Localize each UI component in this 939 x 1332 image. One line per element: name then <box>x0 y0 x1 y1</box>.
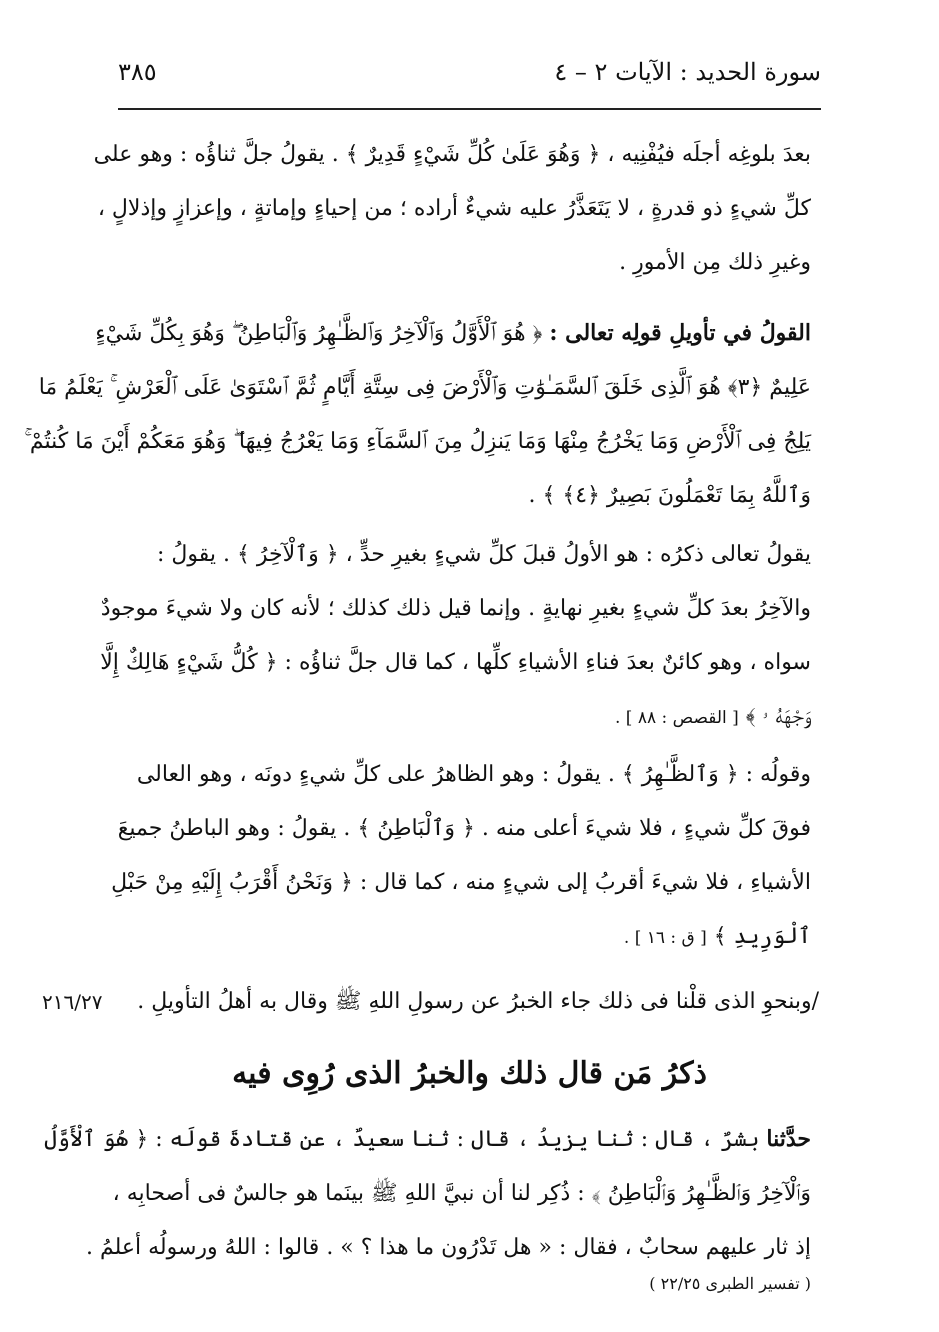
quran-verse: ﴿ هُوَ ٱلْأَوَّلُ وَٱلْآخِرُ وَٱلظَّـٰهِرُ وَٱلْبَاطِنُ ۖ وَهُوَ بِكُلِّ شَيْءٍ <box>95 321 543 346</box>
surah-title: سورة الحديد : الآيات ٢ – ٤ <box>554 58 821 86</box>
text-line: الأشياءِ ، فلا شيءَ أقربُ إلى شيءٍ منه ، كما قال : ﴿ وَنَحْنُ أَقْرَبُ إِلَيْهِ مِنْ حَبْلِ <box>111 870 811 895</box>
quran-verse: وَجْهَهُ ۥ ﴾ <box>745 704 811 729</box>
text-line: سواه ، وهو كائنٌ بعدَ فناءِ الأشياءِ كلِّها ، كما قال جلَّ ثناؤُه : ﴿ كُلُّ شَيْءٍ هَالِكٌ إِلَّا <box>100 650 811 675</box>
section-lead: القولُ في تأويلِ قولِه تعالى : <box>549 320 811 346</box>
text-line <box>120 690 811 745</box>
text-line: وَٱلْآخِرُ وَٱلظَّـٰهِرُ وَٱلْبَاطِنُ ﴾ : ذُكِر لنا أن نبيَّ اللهِ ﷺ بينَما هو جالسٌ فى أصحابِه ، <box>112 1181 811 1206</box>
quran-verse: يَلِجُ فِى ٱلْأَرْضِ وَمَا يَخْرُجُ مِنْهَا وَمَا يَنزِلُ مِنَ ٱلسَّمَآءِ وَمَا يَعْرُجُ فِيهَا ۖ وَهُوَ مَعَكُمْ أَيْنَ مَا كُنتُمْ ۚ <box>24 429 811 454</box>
margin-reference: ٢١٦/٢٧ <box>42 990 103 1014</box>
isnad-lead: حدَّثنا <box>766 1126 811 1152</box>
text-line <box>120 910 811 965</box>
paragraph-5 <box>44 1112 811 1275</box>
text-line: يقولُ تعالى ذكرُه : هو الأولُ قبلَ كلِّ شيءٍ بغيرِ حدٍّ ، ﴿ وَٱلْآخِرُ ﴾ . يقولُ : <box>157 542 811 567</box>
text-line: والآخِرُ بعدَ كلِّ شيءٍ بغيرِ نهايةٍ . وإنما قيل ذلك كذلك ؛ لأنه كان ولا شيءَ موجودٌ <box>100 596 811 621</box>
text-line: بعدَ بلوغِه أجلَه فيُفْنِيه ، ﴿ وَهُوَ عَلَىٰ كُلِّ شَيْءٍ قَدِيرٌ ﴾ . يقولُ جلَّ ثناؤُه : وهو على <box>93 142 811 167</box>
margin-line <box>42 982 819 1022</box>
footer-note: ( تفسير الطبرى ٢٢/٢٥ ) <box>649 1274 811 1293</box>
isnad-text: بشرٌ ، قال : ثنا يزيدُ ، قال : ثنا سعيدٌ ، عن قتادةَ قولَه : ﴿ هُوَ ٱلْأَوَّلُ <box>44 1127 760 1152</box>
page-number: ٣٨٥ <box>118 58 157 86</box>
text-line <box>44 1112 811 1167</box>
paragraph-1 <box>93 128 811 290</box>
paragraph-2 <box>24 306 811 523</box>
quran-verse: ٱلْوَرِيدِ ﴾ <box>713 924 811 949</box>
verse-citation: [ القصص : ٨٨ ] . <box>615 708 739 728</box>
paragraph-3 <box>100 528 811 745</box>
running-head <box>118 48 821 96</box>
text-line: إذ ثار عليهم سحابٌ ، فقال : « هل تَدْرُون ما هذا ؟ » . قالوا : اللهُ ورسولُه أعلمُ . <box>85 1235 811 1260</box>
quran-verse: وَٱللَّهُ بِمَا تَعْمَلُونَ بَصِيرٌ ﴿٤﴾ ﴾ . <box>528 483 811 508</box>
text-line <box>95 306 811 361</box>
header-rule <box>118 108 821 110</box>
section-heading: ذكرُ مَن قال ذلك والخبرُ الذى رُوِى فيه <box>232 1056 707 1091</box>
text-line: فوقَ كلِّ شيءٍ ، فلا شيءَ أعلى منه . ﴿ وَٱلْبَاطِنُ ﴾ . يقولُ : وهو الباطنُ جميعَ <box>117 816 811 841</box>
text-line: وقولُه : ﴿ وَٱلظَّـٰهِرُ ﴾ . يقولُ : وهو الظاهرُ على كلِّ شيءٍ دونَه ، وهو العالى <box>136 762 811 787</box>
text-line: كلِّ شيءٍ ذو قدرةٍ ، لا يَتَعَذَّرُ عليه شيءٌ أراده ؛ من إحياءٍ وإماتةٍ ، وإعزازٍ وإذلالٍ ، <box>97 196 811 221</box>
quran-verse: عَلِيمٌ ﴿٣﴾ هُوَ ٱلَّذِى خَلَقَ ٱلسَّمَـٰوَٰتِ وَٱلْأَرْضَ فِى سِتَّةِ أَيَّامٍ ثُمَّ ٱسْتَوَىٰ عَلَى ٱلْعَرْشِ ۚ يَعْلَمُ مَا <box>38 375 811 400</box>
text-line: وغيرِ ذلك مِن الأمورِ . <box>619 250 811 275</box>
verse-citation: [ ق : ١٦ ] . <box>623 928 707 948</box>
margin-text: /وبنحوِ الذى قلْنا فى ذلك جاء الخبرُ عن رسولِ اللهِ ﷺ وقال به أهلُ التأويلِ . <box>137 989 819 1014</box>
paragraph-4 <box>111 748 811 965</box>
